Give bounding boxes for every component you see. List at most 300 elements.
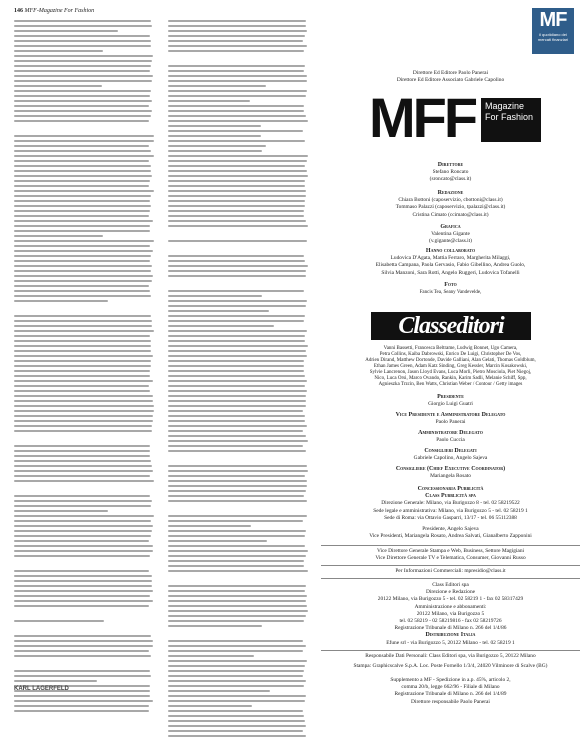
section-line: Silvia Manzoni, Sara Rotti, Angelo Ruggeri, Ludovica Tofanelli <box>381 269 520 276</box>
text-line <box>14 110 152 112</box>
text-line <box>168 495 304 497</box>
text-line <box>14 115 151 117</box>
text-line <box>168 110 304 112</box>
mf-logo-subtitle: il quotidiano dei mercati finanziari <box>537 32 569 42</box>
text-line <box>14 245 150 247</box>
text-line <box>168 70 304 72</box>
text-line <box>168 180 305 182</box>
section-foto-credits <box>321 290 580 296</box>
text-line <box>168 135 261 137</box>
text-line <box>14 60 152 62</box>
text-line <box>14 160 149 162</box>
paragraph-break <box>168 630 308 637</box>
paragraph-break <box>14 435 154 442</box>
section-line: Registrazione Tribunale di Milano n. 266 del 1/4/89 <box>394 691 507 698</box>
caption-name: KARL LAGERFELD <box>14 686 69 692</box>
text-line <box>14 465 152 467</box>
text-line <box>168 425 307 427</box>
section-title: Amministratore Delegato <box>418 430 483 436</box>
text-line <box>168 370 304 372</box>
text-line <box>168 680 306 682</box>
text-line <box>168 695 306 697</box>
text-line <box>14 285 149 287</box>
text-line <box>14 215 149 217</box>
text-line <box>14 450 150 452</box>
text-line <box>14 255 151 257</box>
section-title: Hanno collaborato <box>425 248 476 254</box>
text-line <box>168 615 306 617</box>
section-consiglieri <box>321 448 580 462</box>
text-line <box>14 35 150 37</box>
text-line <box>168 465 307 467</box>
text-line <box>168 365 304 367</box>
text-line <box>14 670 150 672</box>
section-line: Paolo Panerai <box>435 419 466 426</box>
text-line <box>168 400 306 402</box>
text-line <box>168 595 307 597</box>
text-line <box>168 480 307 482</box>
text-line <box>168 210 304 212</box>
text-line <box>168 170 307 172</box>
section-line: Vice Presidenti, Mariangela Rosato, Andrea Salvati, Gianalberto Zapponini <box>369 533 532 540</box>
text-line <box>14 220 153 222</box>
text-line <box>14 65 151 67</box>
text-line <box>168 320 304 322</box>
text-line <box>14 520 151 522</box>
direttore-associato: Direttore Ed Editore Associato Gabriele Capolino <box>396 77 505 83</box>
section-line: 20122 Milano, via Burigozzo 5 <box>416 610 485 617</box>
text-line <box>14 85 102 87</box>
section-title: Concessionaria Pubblicità <box>417 486 484 492</box>
section-line: Vice Direttore Generale Stampa e Web, Business, Settore Magigiani <box>376 548 525 554</box>
section-line: Ludovica D'Agata, Mattia Ferraro, Margherita Milaggi, <box>390 255 511 262</box>
text-line <box>168 25 306 27</box>
text-line <box>168 395 306 397</box>
text-line <box>14 400 153 402</box>
paragraph-break <box>14 560 154 567</box>
text-line <box>168 270 306 272</box>
section-class-editori <box>321 582 580 647</box>
text-line <box>14 195 151 197</box>
text-line <box>14 585 152 587</box>
text-line <box>168 490 306 492</box>
section-title: Consiglieri Delegati <box>424 448 477 454</box>
text-line <box>168 645 306 647</box>
text-line <box>14 280 152 282</box>
section-responsabile <box>321 653 580 660</box>
section-line: Fancis Tea, Seany Vandevelde, <box>419 290 482 295</box>
section-line: Supplemento a MF - Spedizione in a.p. 45%, articolo 2, <box>390 677 511 683</box>
section-line: Valentina Gigante <box>431 231 470 238</box>
text-line <box>168 190 306 192</box>
text-line <box>168 90 307 92</box>
text-line <box>14 710 149 712</box>
text-line <box>168 730 303 732</box>
text-line <box>14 510 108 512</box>
section-line: (sroncato@class.it) <box>429 176 472 183</box>
text-line <box>168 600 306 602</box>
text-line <box>168 715 304 717</box>
text-line <box>168 345 308 347</box>
text-line <box>14 605 149 607</box>
text-line <box>168 130 303 132</box>
text-line <box>14 555 150 557</box>
section-line: Adrien Dirand, Matthew Dortonde, Davide Galliani, Alan Gelati, Thomas Goldblum, <box>365 358 536 363</box>
section-line: (v.gigante@class.it) <box>429 238 472 245</box>
text-line <box>168 95 306 97</box>
text-line <box>168 620 304 622</box>
text-line <box>168 475 305 477</box>
text-line <box>14 225 150 227</box>
text-line <box>14 500 152 502</box>
text-line <box>168 410 303 412</box>
text-line <box>168 275 306 277</box>
section-line: Paolo Cuccia <box>436 437 465 444</box>
text-line <box>14 40 151 42</box>
text-line <box>168 100 250 102</box>
text-line <box>168 360 304 362</box>
text-line <box>168 195 306 197</box>
text-line <box>168 705 252 707</box>
text-line <box>14 600 153 602</box>
text-line <box>168 215 304 217</box>
text-line <box>168 650 303 652</box>
section-title: Presidente <box>437 394 464 400</box>
text-line <box>14 145 149 147</box>
text-line <box>168 45 307 47</box>
text-line <box>14 445 150 447</box>
text-line <box>14 580 152 582</box>
text-line <box>14 475 150 477</box>
text-line <box>14 75 153 77</box>
text-line <box>14 235 103 237</box>
text-line <box>168 380 307 382</box>
section-consigliere <box>321 466 580 480</box>
paragraph-break <box>14 485 154 492</box>
text-line <box>168 550 308 552</box>
section-line: Direzione Generale: Milano, via Burigozzo 8 - tel. 02 58219522 <box>381 500 520 507</box>
text-line <box>168 150 262 152</box>
text-line <box>168 450 306 452</box>
text-line <box>14 420 153 422</box>
paragraph-break <box>14 125 154 132</box>
text-line <box>14 335 150 337</box>
section-line: Class Editori spa <box>432 582 469 588</box>
text-line <box>14 390 150 392</box>
text-line <box>14 300 108 302</box>
text-line <box>14 30 118 32</box>
mff-logo-text: MFF <box>369 86 476 149</box>
text-line <box>14 320 152 322</box>
text-line <box>168 585 306 587</box>
text-line <box>14 295 151 297</box>
text-line <box>14 230 150 232</box>
section-line: Tommaso Palazzi (caposervizio, tpalazzi@class.it) <box>395 204 506 211</box>
text-line <box>14 50 103 52</box>
section-line: 20122 Milano, via Burigozzo 5 - tel. 02 58219 1 - fax 02 58317429 <box>377 596 524 603</box>
publisher-credit <box>321 70 580 84</box>
section-presidente <box>321 394 580 408</box>
text-line <box>14 405 154 407</box>
magazine-title: MFF-Magazine For Fashion <box>24 8 95 14</box>
section-line: Presidente, Angelo Sajeva <box>422 526 479 532</box>
text-line <box>168 175 308 177</box>
text-line <box>14 120 149 122</box>
text-line <box>168 340 305 342</box>
text-line <box>168 430 303 432</box>
text-line <box>14 290 150 292</box>
section-redazione <box>321 190 580 219</box>
text-line <box>168 690 270 692</box>
paragraph-break <box>14 660 154 667</box>
divider <box>321 545 580 546</box>
text-line <box>168 225 308 227</box>
section-direttore <box>321 162 580 184</box>
text-line <box>14 185 149 187</box>
text-line <box>168 20 306 22</box>
paragraph-break <box>168 245 308 252</box>
text-line <box>14 200 150 202</box>
section-line: Responsabile Dati Personali: Class Editori spa, via Burigozzo 5, 20122 Milano <box>365 653 536 659</box>
text-line <box>14 590 153 592</box>
text-line <box>14 260 150 262</box>
text-line <box>14 700 153 702</box>
text-line <box>14 105 149 107</box>
text-line <box>14 480 154 482</box>
text-line <box>168 315 305 317</box>
text-line <box>14 675 151 677</box>
text-line <box>168 560 304 562</box>
mf-logo-text: MF <box>539 9 567 31</box>
text-line <box>168 555 306 557</box>
text-line <box>168 420 305 422</box>
text-line <box>14 395 153 397</box>
text-line <box>14 325 152 327</box>
text-line <box>168 685 304 687</box>
text-line <box>14 355 153 357</box>
text-line <box>14 210 150 212</box>
paragraph-break <box>168 280 308 287</box>
text-line <box>168 700 305 702</box>
text-line <box>14 645 153 647</box>
section-line: Cristina Cimato (ccimato@class.it) <box>412 211 489 218</box>
text-line <box>14 25 152 27</box>
text-line <box>168 85 266 87</box>
section-line: Sylvie Lancrenon, Jason Lloyd Evans, Luca Morli, Pietro Mosciola, Piet Niegoj, <box>369 370 532 375</box>
text-line <box>168 470 308 472</box>
text-line <box>168 565 304 567</box>
text-line <box>14 635 151 637</box>
paragraph-break <box>168 55 308 62</box>
paragraph-break <box>168 230 308 237</box>
section-line: Stampa: Graphicscalve S.p.A. Loc. Poste Fornello 1/3/4, 24020 Vilminore di Scalve (BG) <box>353 663 548 669</box>
text-line <box>168 260 305 262</box>
section-vice-presidente <box>321 412 580 426</box>
text-line <box>168 350 306 352</box>
text-line <box>168 80 307 82</box>
text-line <box>14 95 150 97</box>
direttore-editore: Direttore Ed Editore Paolo Panerai <box>412 70 489 76</box>
text-line <box>14 340 151 342</box>
text-line <box>168 605 307 607</box>
text-line <box>168 710 303 712</box>
section-foto-credits-2 <box>321 346 580 388</box>
text-line <box>168 590 305 592</box>
text-line <box>168 385 305 387</box>
text-line <box>14 410 154 412</box>
text-line <box>168 390 307 392</box>
caption-line <box>14 695 104 697</box>
text-line <box>14 175 152 177</box>
text-line <box>168 640 303 642</box>
text-line <box>168 570 308 572</box>
text-line <box>14 430 152 432</box>
text-line <box>168 330 307 332</box>
text-line <box>14 515 154 517</box>
text-line <box>14 155 154 157</box>
section-line: Per Informazioni Commerciali: mpresidio@class.it <box>395 568 506 574</box>
text-line <box>168 35 305 37</box>
text-line <box>168 485 307 487</box>
text-line <box>168 655 254 657</box>
section-title: Direttore <box>437 162 464 168</box>
section-line: Chiara Bottoni (caposervizio, cbottoni@class.it) <box>398 197 503 204</box>
paragraph-break <box>14 305 154 312</box>
section-line: Class Pubblicità spa <box>425 493 476 500</box>
text-line <box>14 330 154 332</box>
section-line: Direttore responsabile Paolo Panerai <box>411 698 490 705</box>
section-line: Amministrazione e abbonamenti: <box>414 603 487 610</box>
section-line: Sede legale e amministrativa: Milano, via Burigozzo 5 - tel. 02 58219 1 <box>373 507 528 514</box>
section-line: Petra Collins, Kaiba Dabrowski, Enrico De Luigi, Christopher De Vos, <box>379 352 522 357</box>
text-line <box>14 570 149 572</box>
text-line <box>168 610 308 612</box>
text-line <box>168 205 305 207</box>
text-line <box>168 405 306 407</box>
section-line: Agnieszka Trzcin, Ben Watts, Christian Weber / Contour / Getty images <box>378 382 523 387</box>
text-line <box>168 300 307 302</box>
section-line: Ethan James Green, Adam Katz Sinding, Greg Kessler, Marcin Kosakowski, <box>373 364 528 369</box>
text-line <box>168 515 307 517</box>
masthead <box>321 0 580 714</box>
text-line <box>168 75 307 77</box>
section-line: Efune srl - via Burigozzo 5, 20122 Milano - tel. 02 58219 1 <box>386 639 515 646</box>
divider <box>321 650 580 651</box>
text-line <box>168 720 305 722</box>
section-pubblicita <box>321 486 580 522</box>
section-line: Nico, Luca Orsi, Marco Ovando, Rankin, Karim Sadli, Melanie Schiff, Spp, <box>374 376 527 381</box>
mff-logo-box: Magazine For Fashion <box>481 98 541 142</box>
text-line <box>168 535 305 537</box>
section-line: Elisabetta Campana, Paola Gervasio, Fabio Gibellino, Andrea Guolo, <box>375 262 526 269</box>
text-line <box>168 145 266 147</box>
text-line <box>14 250 153 252</box>
section-collaborato <box>321 248 580 277</box>
text-line <box>168 40 303 42</box>
text-line <box>168 155 308 157</box>
text-line <box>168 265 308 267</box>
text-line <box>14 275 153 277</box>
text-line <box>14 655 151 657</box>
text-line <box>168 540 267 542</box>
text-line <box>14 135 154 137</box>
section-line: Vice Direttore Generale TV e Telematica, Consumer, Giovanni Russo <box>375 555 526 562</box>
text-line <box>168 415 305 417</box>
text-line <box>168 625 262 627</box>
text-line <box>168 440 308 442</box>
text-line <box>168 325 274 327</box>
section-stampa <box>321 663 580 670</box>
page-header <box>14 8 94 14</box>
text-line <box>14 640 153 642</box>
text-line <box>14 265 152 267</box>
section-line: Vanni Bassetti, Francesca Beltrame, Ludwig Bonnet, Ugo Camera, <box>383 346 518 351</box>
text-line <box>14 270 151 272</box>
text-line <box>14 360 151 362</box>
text-line <box>168 660 307 662</box>
page-number: 146 <box>14 8 23 14</box>
text-line <box>168 125 261 127</box>
text-line <box>14 455 150 457</box>
section-foto <box>321 282 580 289</box>
text-line <box>168 670 304 672</box>
text-line <box>168 240 307 242</box>
paragraph-break <box>14 715 154 722</box>
text-line <box>168 185 305 187</box>
paragraph-break <box>168 505 308 512</box>
text-line <box>14 190 154 192</box>
paragraph-break <box>168 455 308 462</box>
text-line <box>14 315 151 317</box>
text-line <box>14 70 150 72</box>
paragraph-break <box>14 610 154 617</box>
text-line <box>14 680 97 682</box>
text-line <box>14 460 151 462</box>
text-line <box>168 500 307 502</box>
classeditori-logo: Classeditori <box>371 312 531 340</box>
text-line <box>168 725 306 727</box>
text-line <box>14 425 152 427</box>
text-line <box>168 530 306 532</box>
section-grafica <box>321 224 580 246</box>
article-column-right <box>168 20 308 737</box>
text-line <box>168 200 305 202</box>
text-line <box>14 150 151 152</box>
text-line <box>14 45 151 47</box>
section-line: Direzione e Redazione <box>425 589 476 596</box>
text-line <box>14 385 149 387</box>
text-line <box>14 525 153 527</box>
text-line <box>14 170 151 172</box>
text-line <box>14 90 151 92</box>
text-line <box>168 675 303 677</box>
text-line <box>14 530 152 532</box>
section-line: Registrazione Tribunale di Milano n. 266 del 1/4/86 <box>394 625 507 632</box>
section-title: Vice Presidente e Amministratore Delegato <box>395 412 506 418</box>
text-line <box>14 505 151 507</box>
paragraph-break <box>14 625 154 632</box>
text-line <box>14 550 153 552</box>
text-line <box>168 445 303 447</box>
section-presidenti <box>321 526 580 540</box>
section-line: Distribuzione Italia <box>425 632 476 639</box>
text-line <box>168 115 306 117</box>
text-line <box>14 380 153 382</box>
text-line <box>168 140 305 142</box>
text-line <box>14 370 150 372</box>
text-line <box>14 595 150 597</box>
section-line: Giorgio Luigi Guatri <box>428 401 473 408</box>
